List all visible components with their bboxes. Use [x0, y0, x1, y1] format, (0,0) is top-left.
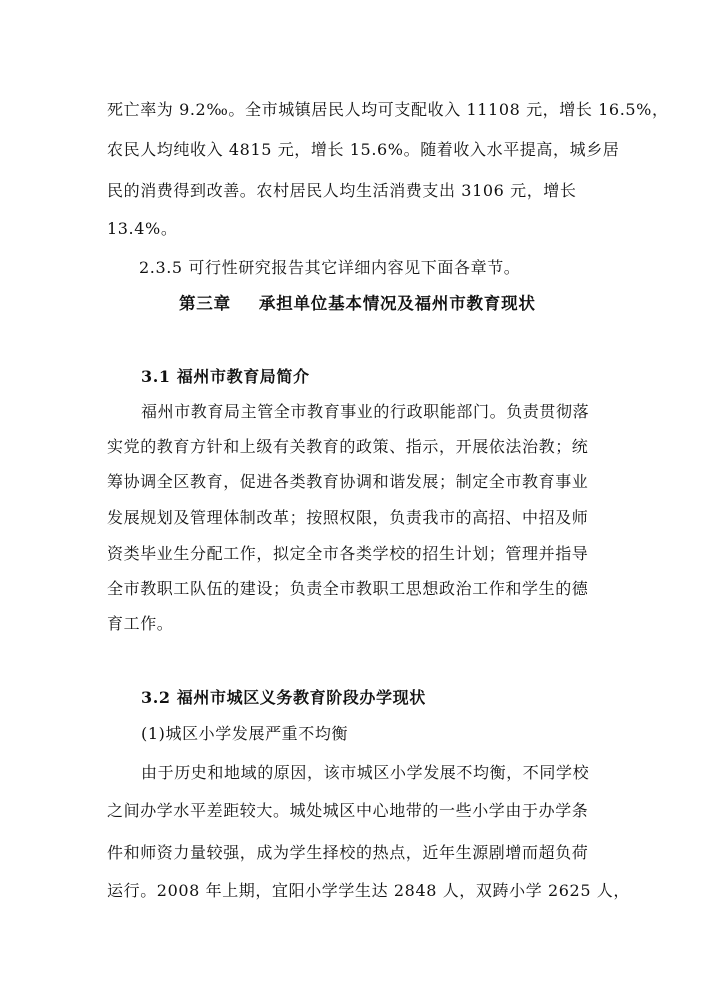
- intro-line-1: 死亡率为 9.2‰。全市城镇居民人均可支配收入 11108 元，增长 16.5%，: [107, 100, 669, 119]
- section-3-1-line-3: 筹协调全区教育，促进各类教育协调和谐发展；制定全市教育事业: [107, 472, 589, 491]
- section-3-1-line-1: 福州市教育局主管全市教育事业的行政职能部门。负责贯彻落: [141, 402, 590, 421]
- section-3-1-line-4: 发展规划及管理体制改革；按照权限，负责我市的高招、中招及师: [107, 508, 589, 527]
- chapter-heading: [179, 294, 536, 314]
- section-3-1-line-6: 全市教职工队伍的建设；负责全市教职工思想政治工作和学生的德: [107, 579, 589, 598]
- intro-line-3: 民的消费得到改善。农村居民人均生活消费支出 3106 元，增长: [107, 181, 577, 200]
- section-3-1-line-2: 实党的教育方针和上级有关教育的政策、指示，开展依法治教；统: [107, 437, 589, 456]
- section-3-2-line-2: 之间办学水平差距较大。城处城区中心地带的一些小学由于办学条: [107, 801, 589, 820]
- section-3-2-line-4: 运行。2008 年上期，宜阳小学学生达 2848 人，双踌小学 2625 人，: [107, 881, 630, 900]
- section-3-2-subheading: (1)城区小学发展严重不均衡: [141, 724, 349, 743]
- section-3-1-line-5: 资类毕业生分配工作，拟定全市各类学校的招生计划；管理并指导: [107, 544, 589, 563]
- chapter-number: 第三章: [179, 294, 231, 313]
- section-3-2-line-3: 件和师资力量较强，成为学生择校的热点，近年生源剧增而超负荷: [107, 843, 589, 862]
- section-3-1-heading: 3.1 福州市教育局简介: [141, 367, 310, 386]
- section-3-1-line-7: 育工作。: [107, 614, 174, 633]
- intro-line-2: 农民人均纯收入 4815 元，增长 15.6%。随着收入水平提高，城乡居: [107, 140, 620, 159]
- section-3-2-line-1: 由于历史和地域的原因，该市城区小学发展不均衡，不同学校: [141, 763, 590, 782]
- note-2-3-5: 2.3.5 可行性研究报告其它详细内容见下面各章节。: [139, 258, 521, 277]
- chapter-title: 承担单位基本情况及福州市教育现状: [258, 294, 536, 313]
- section-3-2-heading: 3.2 福州市城区义务教育阶段办学现状: [141, 688, 426, 707]
- intro-line-4: 13.4%。: [107, 219, 178, 238]
